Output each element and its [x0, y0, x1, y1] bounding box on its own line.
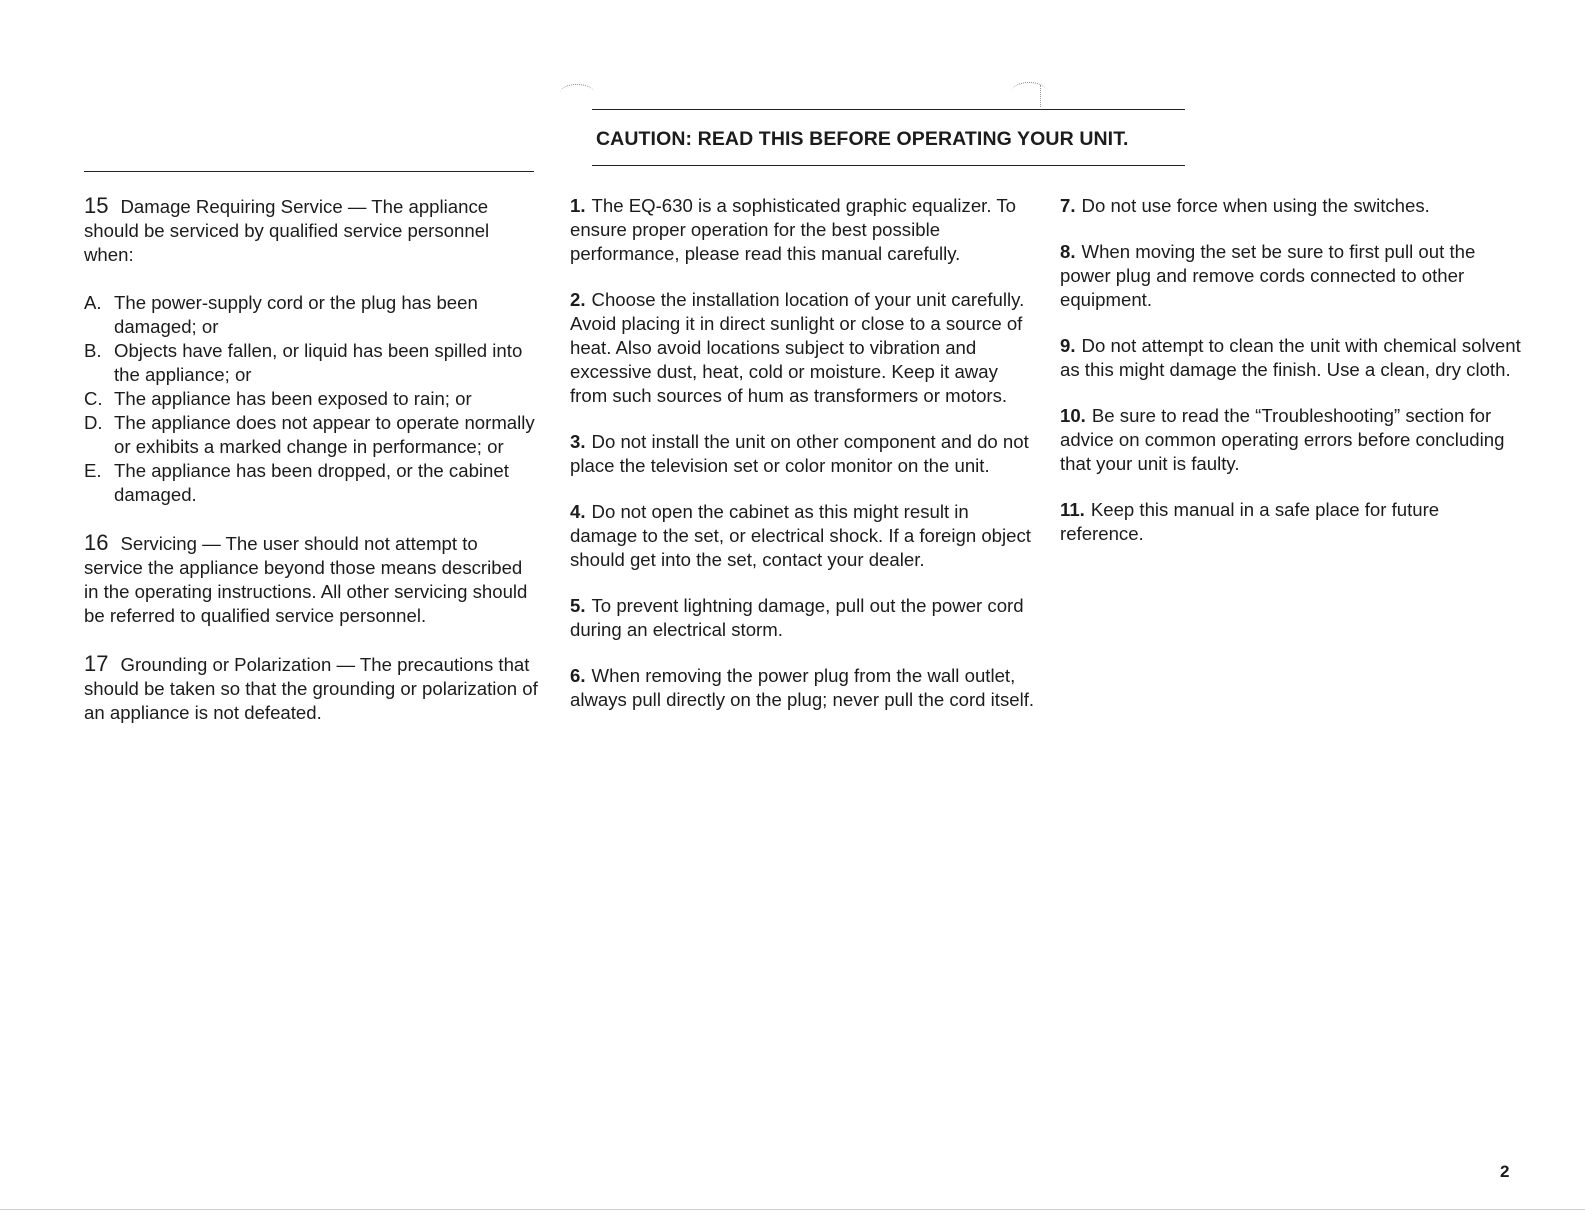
list-letter: A.: [84, 292, 102, 313]
item-text: To prevent lightning damage, pull out the power cord during an electrical storm.: [570, 595, 1024, 640]
list-item: [84, 291, 539, 339]
middle-column: [570, 194, 1035, 734]
item-number: 4.: [570, 501, 586, 522]
item-number: 7.: [1060, 195, 1076, 216]
caution-item-2: [570, 288, 1035, 408]
left-column: [84, 194, 539, 749]
item-number: 9.: [1060, 335, 1076, 356]
item-number: 11.: [1060, 499, 1085, 520]
caution-item-8: [1060, 240, 1525, 312]
list-text: The power-supply cord or the plug has been damaged; or: [114, 292, 478, 337]
item-number: 6.: [570, 665, 586, 686]
item-text: The EQ-630 is a sophisticated graphic equalizer. To ensure proper operation for the best possible performance, please read this manual carefully.: [570, 195, 1016, 264]
header-bottom-rule: [592, 165, 1185, 166]
item-text: Do not attempt to clean the unit with chemical solvent as this might damage the finish. Use a clean, dry cloth.: [1060, 335, 1521, 380]
item-text: Keep this manual in a safe place for future reference.: [1060, 499, 1440, 544]
item-text: Choose the installation location of your unit carefully. Avoid placing it in direct sunlight or close to a source of heat. Also avoid locations subject to vibration and excessive dust, heat, cold or moisture. Keep it away from such sources of hum as transformers or motors.: [570, 289, 1025, 406]
list-letter: D.: [84, 412, 103, 433]
item-number: 2.: [570, 289, 586, 310]
list-item: [84, 387, 539, 411]
caution-item-10: [1060, 404, 1525, 476]
item-text: Do not open the cabinet as this might result in damage to the set, or electrical shock. If a foreign object should get into the set, contact your dealer.: [570, 501, 1031, 570]
caution-item-1: [570, 194, 1035, 266]
safety-item-16: [84, 531, 539, 628]
item-number: 15: [84, 193, 109, 218]
item-number: 3.: [570, 431, 586, 452]
caution-item-3: [570, 430, 1035, 478]
header-top-rule: [592, 109, 1185, 110]
caution-item-7: [1060, 194, 1525, 218]
left-column-rule: [84, 171, 534, 172]
item-text: Grounding or Polarization — The precautions that should be taken so that the grounding or polarization of an appliance is not defeated.: [84, 654, 538, 723]
caution-item-5: [570, 594, 1035, 642]
list-item: [84, 411, 539, 459]
caution-item-9: [1060, 334, 1525, 382]
safety-item-15: [84, 194, 539, 267]
item-number: 1.: [570, 195, 586, 216]
page-edge: [0, 1209, 1585, 1210]
item-number: 8.: [1060, 241, 1076, 262]
caution-heading: CAUTION: READ THIS BEFORE OPERATING YOUR UNIT.: [596, 128, 1129, 150]
list-item: [84, 459, 539, 507]
list-item: [84, 339, 539, 387]
item-text: Do not use force when using the switches.: [1081, 195, 1430, 216]
caution-item-6: [570, 664, 1035, 712]
caution-item-11: [1060, 498, 1525, 546]
list-letter: E.: [84, 460, 102, 481]
caution-item-4: [570, 500, 1035, 572]
list-letter: C.: [84, 388, 103, 409]
list-text: The appliance has been exposed to rain; or: [114, 388, 472, 409]
safety-item-17: [84, 652, 539, 725]
item-number: 17: [84, 651, 109, 676]
page-number: 2: [1500, 1162, 1510, 1181]
right-column: [1060, 194, 1525, 568]
binder-hole-guide: [1040, 85, 1042, 107]
list-text: The appliance has been dropped, or the cabinet damaged.: [114, 460, 509, 505]
item-text: Damage Requiring Service — The appliance should be serviced by qualified service personnel when:: [84, 196, 490, 265]
binder-hole-mark: [560, 84, 594, 101]
item-number: 16: [84, 530, 109, 555]
item-text: Servicing — The user should not attempt to service the appliance beyond those means described in the operating instructions. All other servicing should be referred to qualified service personnel.: [84, 533, 528, 626]
item-number: 5.: [570, 595, 586, 616]
item-text: Be sure to read the “Troubleshooting” section for advice on common operating errors before concluding that your unit is faulty.: [1060, 405, 1505, 474]
item-text: Do not install the unit on other component and do not place the television set or color monitor on the unit.: [570, 431, 1029, 476]
list-text: Objects have fallen, or liquid has been spilled into the appliance; or: [114, 340, 523, 385]
item-text: When moving the set be sure to first pull out the power plug and remove cords connected to other equipment.: [1060, 241, 1476, 310]
list-text: The appliance does not appear to operate normally or exhibits a marked change in performance; or: [114, 412, 535, 457]
service-conditions-list: [84, 291, 539, 507]
item-number: 10.: [1060, 405, 1086, 426]
item-text: When removing the power plug from the wall outlet, always pull directly on the plug; never pull the cord itself.: [570, 665, 1035, 710]
list-letter: B.: [84, 340, 102, 361]
